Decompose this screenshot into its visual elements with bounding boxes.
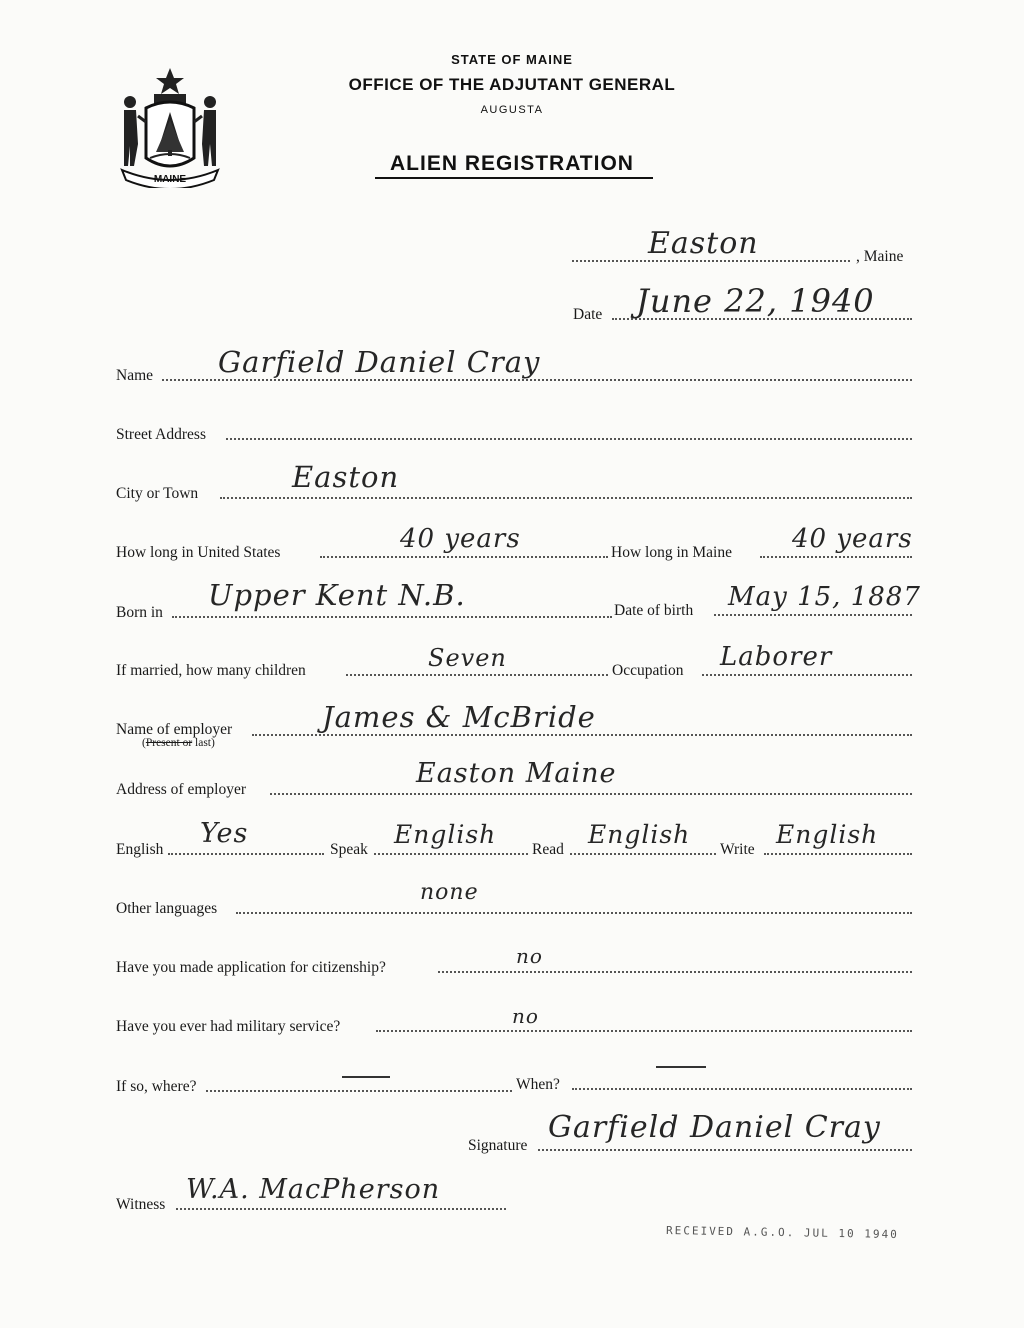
children-entry: Seven [428,644,507,672]
street-dots [226,438,912,440]
employer-present-struck: Present or [145,737,193,749]
date-label: Date [573,306,603,323]
city-label: City or Town [116,485,199,502]
military-dots [376,1030,912,1032]
name-label: Name [116,367,154,384]
speak-entry: English [394,820,497,849]
when-dots [572,1088,912,1090]
signature-entry: Garfield Daniel Cray [548,1110,881,1145]
write-entry: English [776,820,879,849]
read-label: Read [532,841,564,858]
witness-dots [176,1208,506,1210]
svg-text:MAINE: MAINE [153,174,187,185]
employer-address-label: Address of employer [116,781,246,798]
military-entry: no [512,1004,539,1028]
date-entry: June 22, 1940 [636,282,875,320]
english-entry: Yes [200,818,249,849]
when-label: When? [516,1076,560,1093]
header-state: STATE OF MAINE [451,52,573,67]
employer-entry: James & McBride [322,700,596,734]
dob-entry: May 15, 1887 [728,582,921,612]
signature-dots [538,1149,912,1151]
city-entry: Easton [292,460,400,494]
citizenship-entry: no [516,944,543,968]
where-dash [342,1076,390,1078]
occupation-dots [702,674,912,676]
english-label: English [116,841,164,858]
born-in-entry: Upper Kent N.B. [208,578,466,612]
when-dash [656,1066,706,1068]
write-label: Write [720,841,755,858]
years-maine-entry: 40 years [792,524,913,554]
other-languages-entry: none [420,880,479,905]
signature-label: Signature [468,1137,528,1154]
write-dots [764,853,912,855]
maine-label: , Maine [856,248,904,265]
other-languages-label: Other languages [116,900,218,917]
where-label: If so, where? [116,1078,197,1095]
speak-label: Speak [330,841,368,858]
military-label: Have you ever had military service? [116,1018,341,1035]
how-long-maine-dots [760,556,912,558]
employer-note: (Present or last) [142,737,215,749]
name-dots [162,379,912,381]
children-dots [346,674,608,676]
where-dots [206,1090,512,1092]
witness-entry: W.A. MacPherson [186,1174,441,1205]
name-entry: Garfield Daniel Cray [218,345,541,379]
employer-dots [252,734,912,736]
city-dots [220,497,912,499]
how-long-maine-label: How long in Maine [611,544,732,561]
speak-dots [374,853,528,855]
citizenship-dots [438,971,912,973]
employer-address-entry: Easton Maine [416,758,617,789]
title-underline [375,177,653,179]
born-in-label: Born in [116,604,163,621]
born-in-dots [172,616,612,618]
citizenship-label: Have you made application for citizenship? [116,959,386,976]
children-label: If married, how many children [116,662,306,679]
read-dots [570,853,716,855]
employer-label: Name of employer [116,721,233,738]
occupation-entry: Laborer [720,642,833,672]
witness-label: Witness [116,1196,166,1213]
form-title: ALIEN REGISTRATION [390,152,634,175]
english-dots [168,853,324,855]
employer-address-dots [270,793,912,795]
occupation-label: Occupation [612,662,684,679]
received-stamp: RECEIVED A.G.O. JUL 10 1940 [665,1223,899,1242]
dob-dots [714,614,912,616]
years-us-entry: 40 years [400,524,521,554]
town-entry: Easton [648,226,759,261]
how-long-us-label: How long in United States [116,544,281,561]
dob-label: Date of birth [614,602,694,619]
read-entry: English [588,820,691,849]
header-city: AUGUSTA [480,104,544,116]
header-office: OFFICE OF THE ADJUTANT GENERAL [348,75,676,94]
how-long-us-dots [320,556,608,558]
street-label: Street Address [116,426,206,443]
other-languages-dots [236,912,912,914]
